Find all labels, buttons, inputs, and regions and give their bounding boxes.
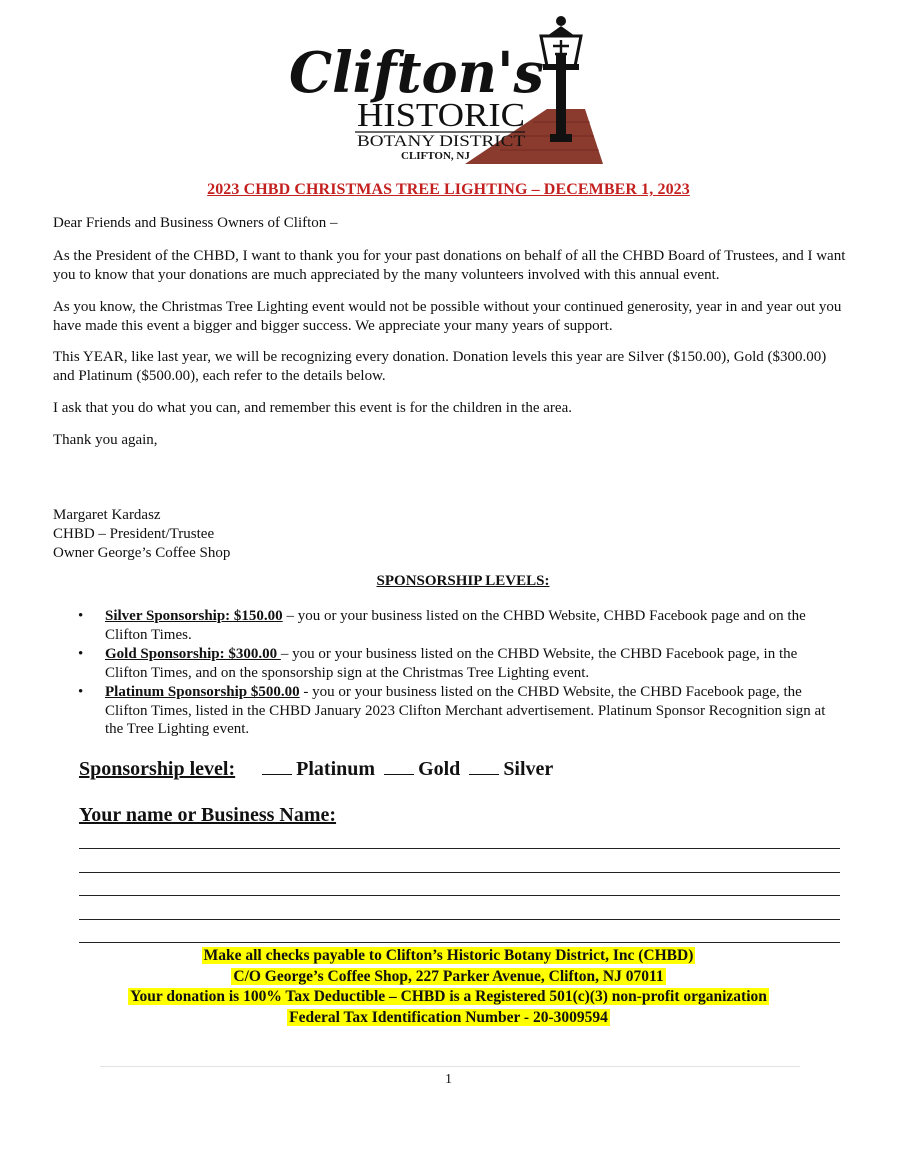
list-item <box>78 683 843 739</box>
signer-name: Margaret Kardasz <box>53 507 161 523</box>
option-silver: Silver <box>503 758 554 780</box>
name-write-line[interactable] <box>79 895 840 896</box>
payment-line-3: Your donation is 100% Tax Deductible – CHBD is a Registered 501(c)(3) non-profit organization <box>130 988 767 1005</box>
signature-block <box>53 506 230 563</box>
option-platinum: Platinum <box>296 758 376 780</box>
name-write-line[interactable] <box>79 872 840 873</box>
payment-line-1: Make all checks payable to Clifton’s Historic Botany District, Inc (CHBD) <box>203 947 694 964</box>
sponsorship-heading: SPONSORSHIP LEVELS: <box>376 573 550 589</box>
sponsorship-level-name: Platinum Sponsorship $500.00 <box>105 684 300 700</box>
letter-paragraph-1: As the President of the CHBD, I want to thank you for your past donations on behalf of all the CHBD Board of Trustees, and I want you to know that your donations are much appreciated by the many volunteers involved with this annual event. <box>53 248 846 283</box>
letter-paragraph-3: This YEAR, like last year, we will be recognizing every donation. Donation levels this year are Silver ($150.00), Gold ($300.00) and Platinum ($500.00), each refer to the details below. <box>53 349 827 384</box>
silver-blank[interactable] <box>469 760 499 775</box>
business-name-label: Your name or Business Name: <box>79 804 337 826</box>
sponsorship-level-desc: – you or your business listed on the CHBD Website, the CHBD Facebook page, in the Clifton Times, and on the sponsorship sign at the Christmas Tree Lighting event. <box>105 646 798 681</box>
page-number: 1 <box>445 1072 452 1087</box>
bullet-icon: • <box>78 608 84 624</box>
platinum-blank[interactable] <box>262 760 292 775</box>
logo-botany-text: BOTANY DISTRICT <box>357 133 526 150</box>
payment-info <box>0 946 897 1028</box>
name-write-line[interactable] <box>79 848 840 849</box>
bullet-icon: • <box>78 684 84 700</box>
name-write-line[interactable] <box>79 942 840 943</box>
footer-divider <box>100 1066 800 1067</box>
list-item <box>78 607 843 644</box>
signer-business: Owner George’s Coffee Shop <box>53 545 231 561</box>
chbd-logo <box>285 14 615 164</box>
payment-line-2: C/O George’s Coffee Shop, 227 Parker Avenue, Clifton, NJ 07011 <box>233 967 664 985</box>
sponsorship-level-desc: - you or your business listed on the CHBD Website, the CHBD Facebook page, the Clifton Times, listed in the CHBD January 2023 Clifton Merchant advertisement. Platinum Sponsor Recognition sign at the Tree Lighting event. <box>105 684 826 737</box>
logo-clifton-text: CLIFTON, NJ <box>401 150 470 162</box>
payment-line-4: Federal Tax Identification Number - 20-3009594 <box>289 1008 608 1026</box>
logo-script-text: Clifton's <box>289 40 544 106</box>
closing: Thank you again, <box>53 432 158 448</box>
option-gold: Gold <box>418 758 461 780</box>
bullet-icon: • <box>78 646 84 662</box>
greeting: Dear Friends and Business Owners of Clifton – <box>53 215 338 231</box>
logo-historic-text: HISTORIC <box>357 97 525 134</box>
sponsorship-level-name: Gold Sponsorship: $300.00 <box>105 646 281 662</box>
document-title: 2023 CHBD CHRISTMAS TREE LIGHTING – DECEMBER 1, 2023 <box>207 181 690 198</box>
letter-paragraph-2: As you know, the Christmas Tree Lighting event would not be possible without your continued generosity, year in and year out you have made this event a bigger and bigger success. We appreciate your many years of support. <box>53 299 842 334</box>
list-item <box>78 645 843 682</box>
gold-blank[interactable] <box>384 760 414 775</box>
signer-role: CHBD – President/Trustee <box>53 526 215 542</box>
sponsorship-level-selector <box>79 758 553 781</box>
letter-paragraph-4: I ask that you do what you can, and remember this event is for the children in the area. <box>53 400 572 416</box>
name-write-line[interactable] <box>79 919 840 920</box>
sponsorship-level-label: Sponsorship level: <box>79 758 236 780</box>
sponsorship-list <box>78 607 843 740</box>
sponsorship-level-name: Silver Sponsorship: $150.00 <box>105 608 283 624</box>
sponsorship-level-desc: – you or your business listed on the CHBD Website, CHBD Facebook page and on the Clifton Times. <box>105 608 806 643</box>
